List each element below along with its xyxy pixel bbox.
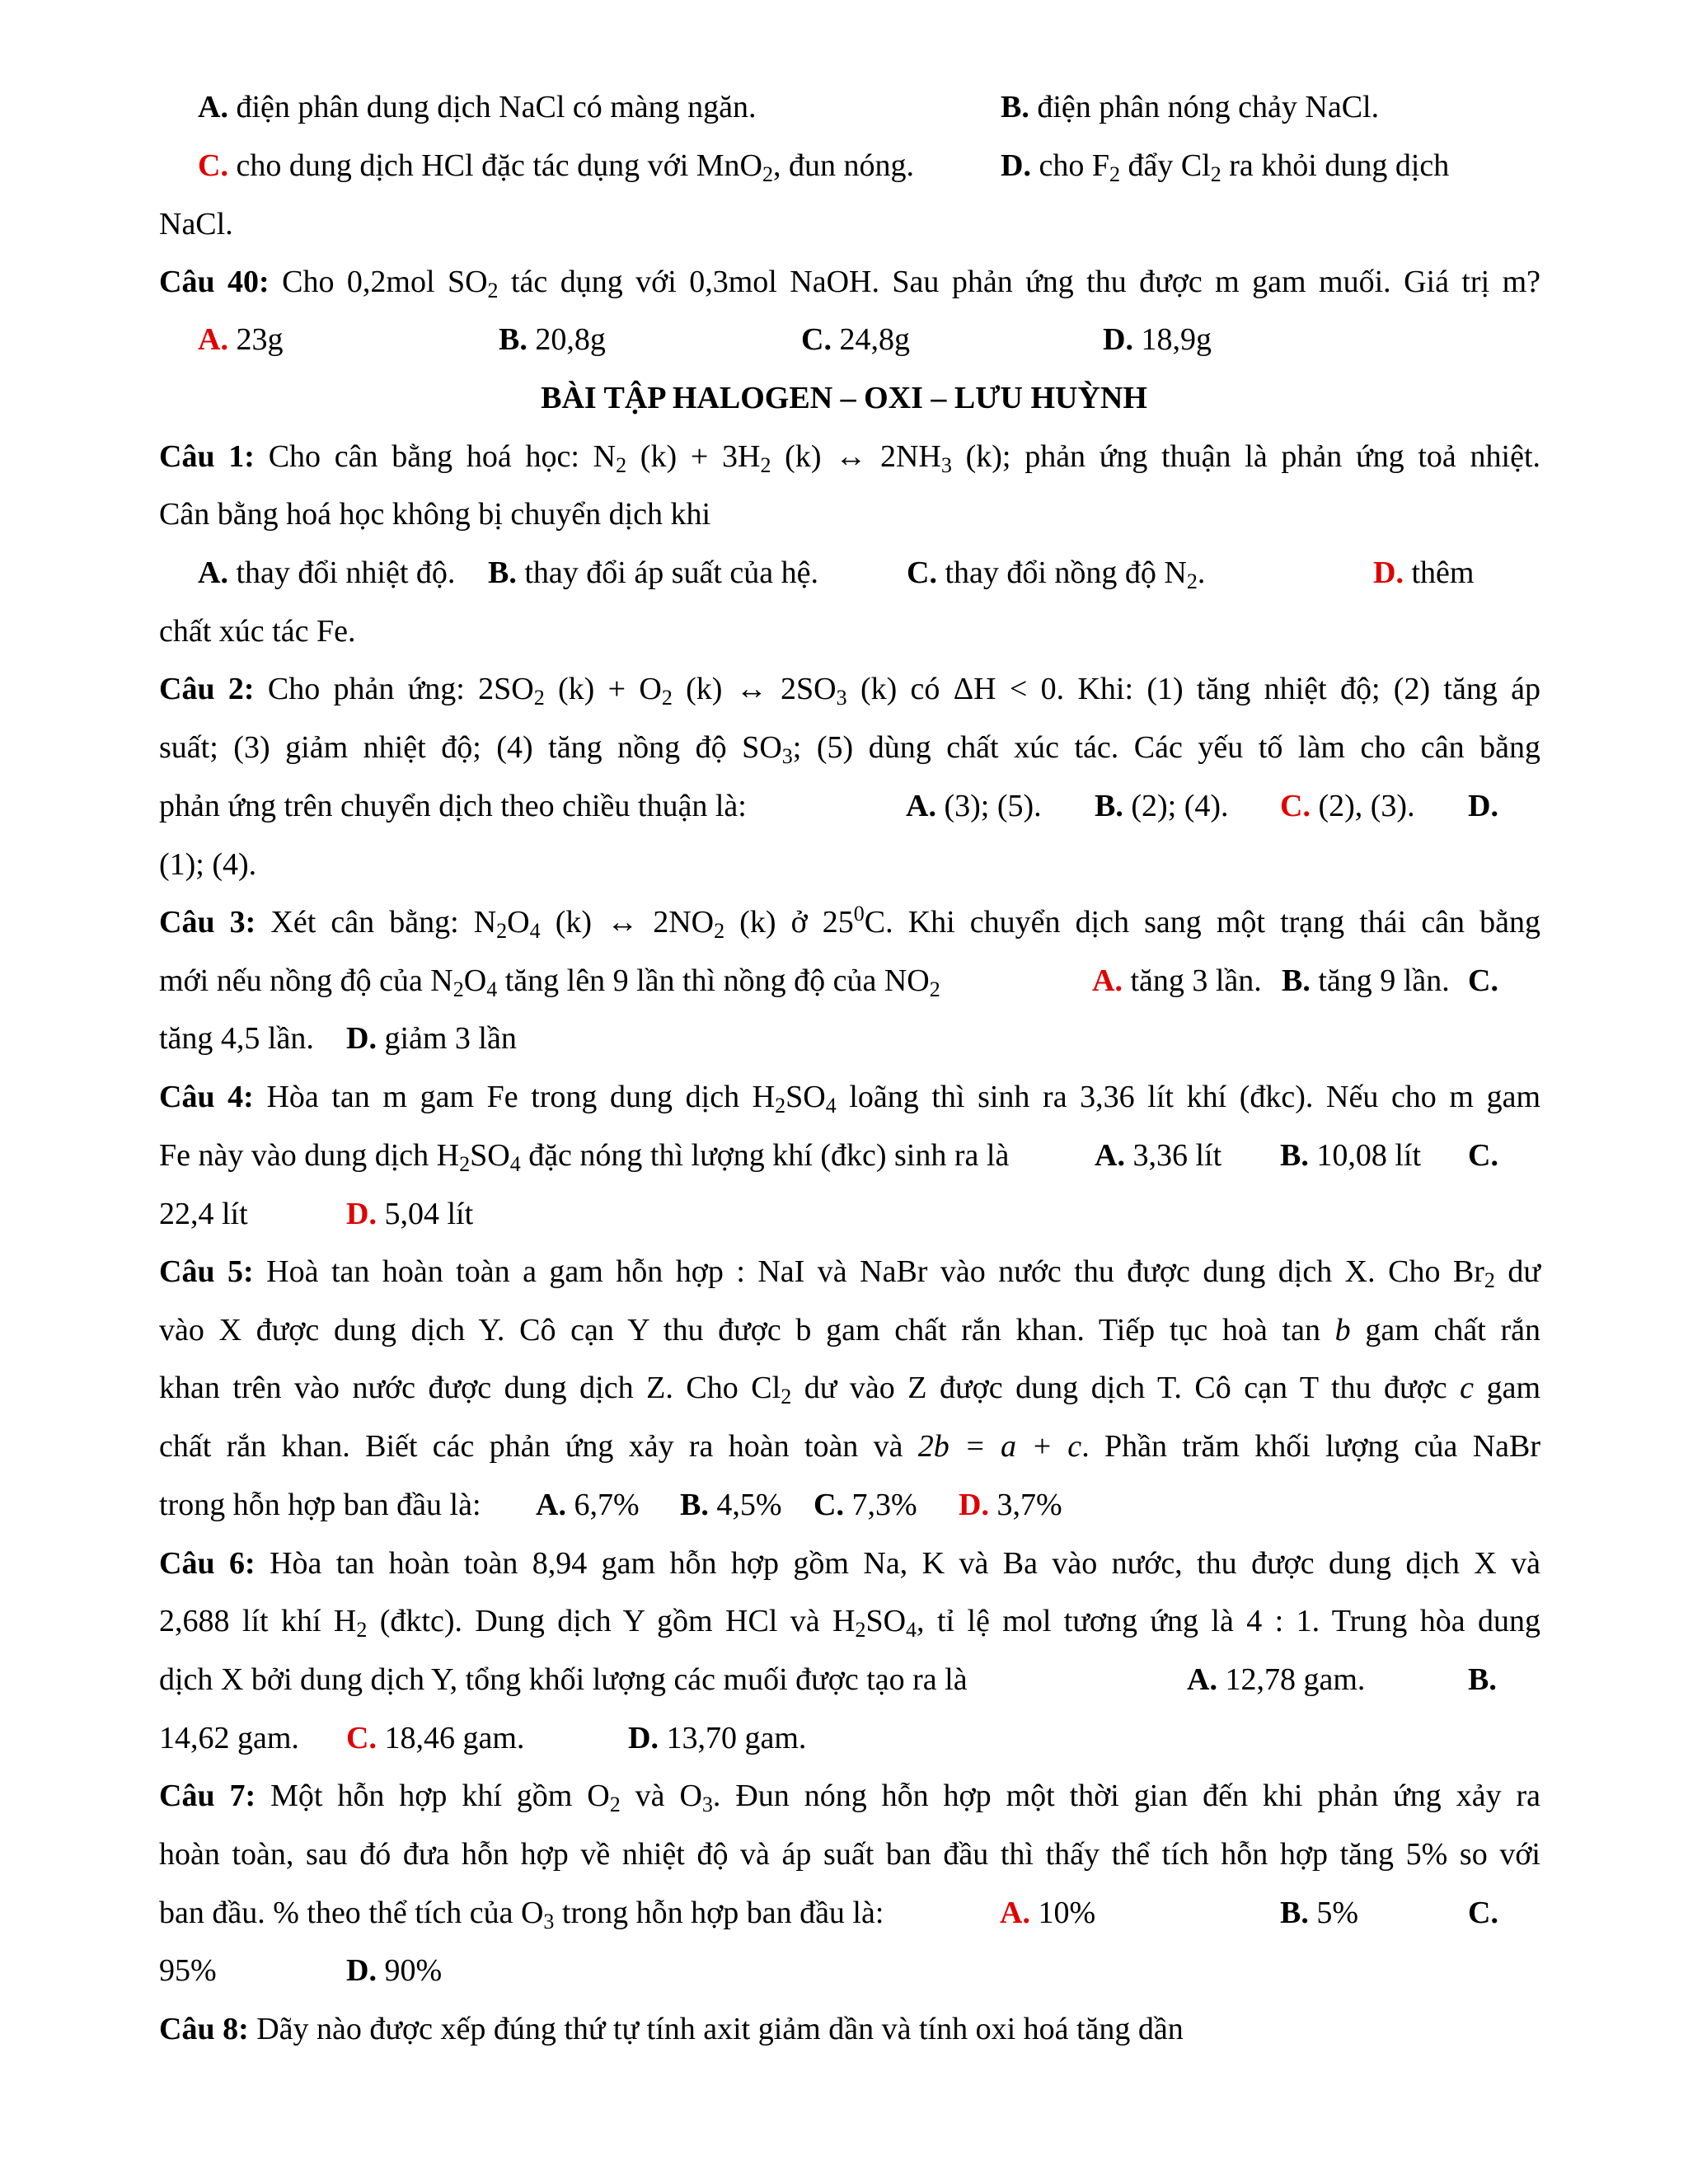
section-title: BÀI TẬP HALOGEN – OXI – LƯU HUỲNH [541,381,1147,415]
q4-stem-line2: Fe này vào dung dịch $H_2SO_4$ đặc nóng thì lượng khí (đkc) sinh ra là [159,1138,1010,1176]
q6-option-d: D. 13,70 gam. [628,1721,807,1755]
q7-stem: Câu 7: Một hỗn hợp khí gồm $O_2$ và $O_3$. Đun nóng hỗn hợp một thời gian đến khi phản ứng xảy ra [159,1779,1541,1816]
q4-option-b: B. 10,08 lít [1280,1138,1422,1173]
q7-option-c-cont: 95% [159,1953,217,1988]
q5-option-a: A. 6,7% [536,1488,640,1522]
q4-stem: Câu 4: Hòa tan m gam Fe trong dung dịch $H_2SO_4$ loãng thì sinh ra 3,36 lít khí (đkc). Nếu cho m gam [159,1080,1541,1118]
q2-option-d-cont: (1); (4). [159,847,257,882]
q2-stem-line2: suất; (3) giảm nhiệt độ; (4) tăng nồng độ $SO_3$; (5) dùng chất xúc tác. Các yếu tố làm cho cân bằng [159,730,1540,768]
q3-option-b: B. tăng 9 lần. [1282,963,1450,998]
q5-stem-line3: khan trên vào nước được dung dịch Z. Cho $Cl_2$ dư vào Z được dung dịch T. Cô cạn T thu được c gam [159,1371,1540,1408]
q39-option-a: A. điện phân dung dịch NaCl có màng ngăn. [198,90,757,124]
q8-stem: Câu 8: Dãy nào được xếp đúng thứ tự tính axit giảm dần và tính oxi hoá tăng dần [159,2012,1184,2046]
q2-option-c: C. (2), (3). [1280,789,1415,823]
q6-option-a: A. 12,78 gam. [1187,1662,1366,1697]
q1-stem-line2: Cân bằng hoá học không bị chuyển dịch khi [159,497,711,532]
q40-option-d: D. 18,9g [1103,322,1212,357]
q2-option-d: D. [1468,789,1498,823]
q7-stem-line2: hoàn toàn, sau đó đưa hỗn hợp về nhiệt độ và áp suất ban đầu thì thấy thể tích hỗn hợp tăng 5% so với [159,1837,1540,1872]
q39-option-d-cont: NaCl. [159,207,233,241]
q3-option-c: C. [1468,963,1498,998]
q4-option-c: C. [1468,1138,1498,1173]
q6-option-c: C. 18,46 gam. [346,1721,525,1755]
q6-option-b-cont: 14,62 gam. [159,1721,299,1755]
q2-stem-line3: phản ứng trên chuyển dịch theo chiều thuận là: [159,789,747,823]
q2-option-b: B. (2); (4). [1095,789,1229,823]
q2-option-a: A. (3); (5). [906,789,1042,823]
q6-stem: Câu 6: Hòa tan hoàn toàn 8,94 gam hỗn hợp gồm Na, K và Ba vào nước, thu được dung dịch X và [159,1546,1541,1581]
q3-stem-line2: mới nếu nồng độ của $N_2O_4$ tăng lên 9 lần thì nồng độ của $NO_2$ [159,963,940,1001]
q5-stem: Câu 5: Hoà tan hoàn toàn a gam hỗn hợp : NaI và NaBr vào nước thu được dung dịch X. Cho $Br_2$ dư [159,1254,1540,1292]
q5-option-b: B. 4,5% [680,1488,782,1522]
q3-option-a: A. tăng 3 lần. [1092,963,1262,998]
q5-option-c: C. 7,3% [814,1488,917,1522]
q5-stem-line4: chất rắn khan. Biết các phản ứng xảy ra hoàn toàn và 2b = a + c. Phần trăm khối lượng của NaBr [159,1429,1541,1464]
q7-stem-line3: ban đầu. % theo thể tích của $O_3$ trong hỗn hợp ban đầu là: [159,1896,884,1933]
q7-option-c: C. [1468,1896,1498,1930]
q5-stem-line2: vào X được dung dịch Y. Cô cạn Y thu được b gam chất rắn khan. Tiếp tục hoà tan b gam chất rắn [159,1313,1541,1347]
q3-stem: Câu 3: Xét cân bằng: $N_2O_4$ (k) ↔ $2NO_2$ (k) ở $25^0C$. Khi chuyển dịch sang một trạng thái cân bằng [159,902,1541,943]
q1-option-a: A. thay đổi nhiệt độ. [198,555,456,590]
q4-option-c-cont: 22,4 lít [159,1197,248,1231]
q40-option-a: A. 23g [198,322,284,357]
q39-option-c: C. cho dung dịch HCl đặc tác dụng với MnO$_2$, đun nóng. [198,148,914,186]
q40-option-c: C. 24,8g [801,322,910,357]
q3-option-c-cont: tăng 4,5 lần. [159,1021,314,1056]
q4-option-a: A. 3,36 lít [1095,1138,1222,1173]
q1-option-d-cont: chất xúc tác Fe. [159,614,356,649]
q2-stem: Câu 2: Cho phản ứng: $2SO_2$ $(k) + O_2$ (k) ↔ $2SO_3$ (k) có ΔH < 0. Khi: (1) tăng nhiệt độ; (2) tăng áp [159,672,1541,710]
q6-stem-line2: 2,688 lít khí $H_2$ (đktc). Dung dịch Y gồm HCl và $H_2SO_4$, tỉ lệ mol tương ứng là 4 : 1. Trung hòa dung [159,1604,1540,1642]
q1-option-d: D. thêm [1373,555,1475,590]
q40-stem: Câu 40: Cho 0,2mol $SO_2$ tác dụng với 0,3mol NaOH. Sau phản ứng thu được m gam muối. Giá trị m? [159,265,1541,302]
q1-stem: Câu 1: Cho cân bằng hoá học: $N_2$ $(k) + 3H_2$ (k) ↔ $2NH_3$ (k); phản ứng thuận là phản ứng toả nhiệt. [159,439,1541,477]
q6-stem-line3: dịch X bởi dung dịch Y, tổng khối lượng các muối được tạo ra là [159,1662,968,1697]
q7-option-a: A. 10% [1000,1896,1096,1930]
q7-option-d: D. 90% [346,1953,443,1988]
q1-option-c: C. thay đổi nồng độ $N_2$. [907,555,1206,593]
q40-option-b: B. 20,8g [499,322,606,357]
q5-stem-line5: trong hỗn hợp ban đầu là: [159,1488,481,1522]
q6-option-b: B. [1468,1662,1497,1697]
q39-option-d: D. cho $F_2$ đẩy $Cl_2$ ra khỏi dung dịch [1001,148,1450,186]
q39-option-b: B. điện phân nóng chảy NaCl. [1001,90,1380,124]
q7-option-b: B. 5% [1280,1896,1359,1930]
q1-option-b: B. thay đổi áp suất của hệ. [488,555,819,590]
q3-option-d: D. giảm 3 lần [346,1021,517,1056]
q4-option-d: D. 5,04 lít [346,1197,474,1231]
q5-option-d: D. 3,7% [959,1488,1062,1522]
